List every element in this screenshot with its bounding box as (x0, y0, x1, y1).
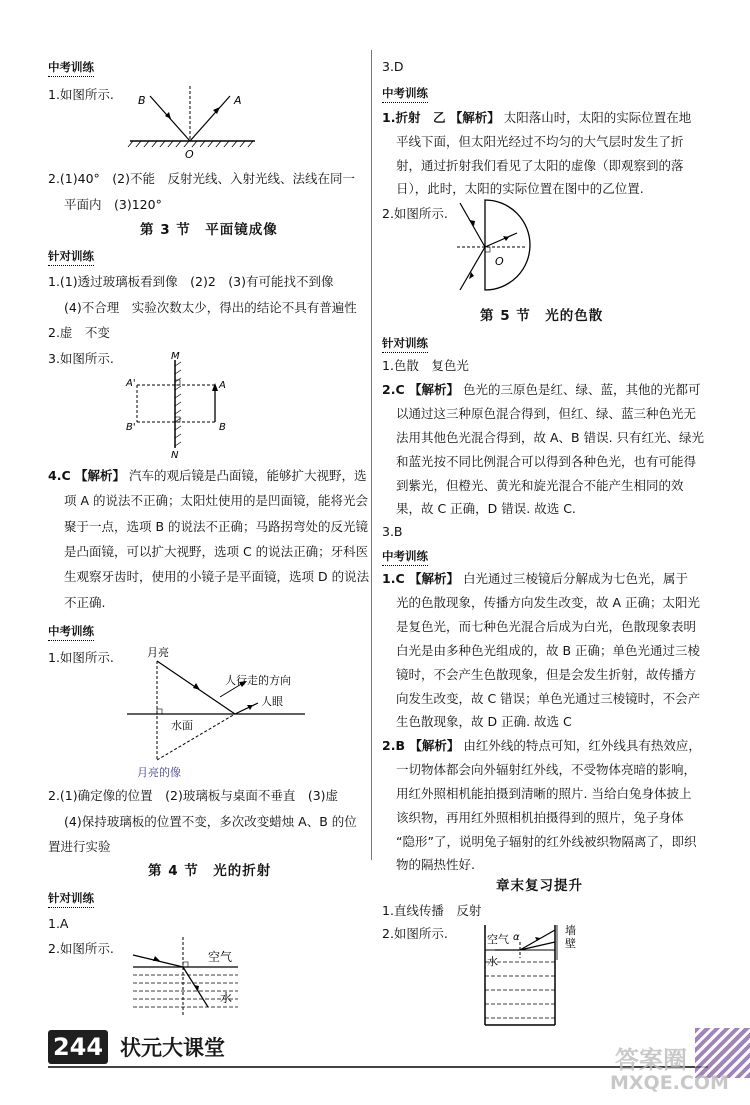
answer-line: 3.D (382, 59, 404, 74)
section-label: 针对训练 (48, 889, 94, 908)
answer-line: 射，通过折射我们看见了太阳的虚像（即观察到的落 (396, 158, 684, 173)
semicircle-lens-figure (455, 195, 565, 295)
answer-tag: 1.折射 乙 【解析】 (382, 110, 500, 125)
answer-line: 向发生改变，故 C 错误；单色光通过三棱镜时，不会产 (396, 691, 701, 706)
answer-line (382, 737, 701, 755)
answer-line: 置进行实验 (48, 839, 111, 854)
answer-line: 2.如图所示. (382, 206, 448, 221)
answer-line: 该织物，再用红外照相机拍摄得到的照片，兔子身体 (396, 810, 684, 825)
watermark-logo: 答案圈 (615, 1046, 687, 1074)
answer-line: 用红外照相机能拍摄到清晰的照片. 当给白兔身体披上 (396, 786, 692, 801)
answer-line: 光的色散现象，传播方向发生改变，故 A 正确；太阳光 (396, 595, 700, 610)
label-wall-2: 壁 (565, 937, 576, 950)
section-label: 针对训练 (48, 247, 94, 266)
answer-line: 1.(1)透过玻璃板看到像 (2)2 (3)有可能找不到像 (48, 274, 334, 289)
section-heading: 第 3 节 平面镜成像 (140, 222, 278, 238)
label-eye: 人眼 (261, 695, 283, 708)
section-label: 中考训练 (48, 58, 94, 77)
corner-stripe (695, 1028, 750, 1078)
brand-logo: 状元大课堂 (120, 1035, 225, 1060)
answer-line: 不正确. (64, 595, 106, 610)
answer-text: 汽车的观后镜是凸面镜，能够扩大视野，选 (128, 468, 367, 483)
answer-line: 1.如图所示. (48, 87, 114, 102)
answer-tag: 1.C 【解析】 (382, 571, 459, 586)
reflection-figure (125, 86, 265, 164)
section-heading: 第 5 节 光的色散 (480, 308, 604, 324)
answer-line (382, 109, 691, 127)
footer-rule (48, 1066, 708, 1068)
section-label: 针对训练 (382, 334, 428, 353)
answer-line: 1.直线传播 反射 (382, 903, 482, 918)
answer-line: 平线下面，但太阳光经过不均匀的大气层时发生了折 (396, 134, 684, 149)
watermark-url: MXQE.COM (610, 1072, 729, 1094)
label-o: O (185, 148, 194, 161)
answer-line: 2.虚 不变 (48, 325, 110, 340)
answer-line: 生色散现象，故 D 正确. 故选 C (396, 714, 572, 729)
section-heading: 第 4 节 光的折射 (148, 863, 272, 879)
water-container-figure (465, 920, 605, 1030)
answer-text: 白光通过三棱镜后分解成为七色光，属于 (462, 571, 688, 586)
label-o: O (495, 255, 504, 268)
label-air: 空气 (487, 933, 509, 946)
answer-line: 白光是由多种色光组成的，故 B 正确；单色光通过三棱 (396, 643, 701, 658)
label-water: 水 (487, 955, 498, 968)
label-alpha: α (513, 932, 520, 943)
answer-line (382, 381, 700, 399)
section-heading: 章末复习提升 (496, 878, 583, 894)
label-b: B (138, 94, 146, 107)
answer-text: 太阳落山时，太阳的实际位置在地 (503, 110, 692, 125)
label-moon: 月亮 (147, 646, 169, 659)
label-a: A (234, 94, 242, 107)
answer-line: 2.(1)40° (2)不能 反射光线、入射光线、法线在同一 (48, 171, 355, 186)
answer-line: 镜时，不会产生色散现象，但是会发生折射，故传播方 (396, 667, 697, 682)
section-label: 中考训练 (382, 547, 428, 566)
answer-line: 是复色光，而七种色光混合后成为白光，色散现象表明 (396, 619, 697, 634)
answer-tag: 2.B 【解析】 (382, 738, 460, 753)
label-water: 水 (220, 991, 233, 1005)
label-b: B (219, 422, 226, 433)
answer-tag: 4.C 【解析】 (48, 468, 125, 483)
answer-line: 到紫光，但橙光、黄光和旋光混合不能产生相同的效 (396, 478, 684, 493)
answer-line: 法用其他色光混合得到，故 A、B 错误. 只有红光、绿光 (396, 430, 705, 445)
answer-line: 1.A (48, 916, 69, 931)
refraction-figure (128, 935, 248, 1020)
label-a: A (219, 380, 226, 391)
column-divider (371, 50, 372, 860)
label-n: N (171, 450, 179, 460)
answer-line (382, 570, 688, 588)
label-a-prime: A' (126, 378, 136, 389)
label-moon-image: 月亮的像 (137, 766, 181, 779)
answer-tag: 2.C 【解析】 (382, 382, 459, 397)
answer-line: 2.如图所示. (382, 926, 448, 941)
answer-line (48, 467, 366, 485)
label-water-surface: 水面 (171, 719, 193, 732)
answer-line: 是凸面镜，可以扩大视野，选项 C 的说法正确；牙科医 (64, 544, 369, 559)
plane-mirror-figure (125, 350, 235, 460)
answer-line: 生观察牙齿时，使用的小镜子是平面镜，选项 D 的说法 (64, 569, 370, 584)
answer-line: 2.如图所示. (48, 941, 114, 956)
answer-line: 物的隔热性好. (396, 857, 475, 872)
answer-line: 1.如图所示. (48, 650, 114, 665)
section-label: 中考训练 (382, 84, 428, 103)
label-walk-direction: 人行走的方向 (225, 674, 291, 687)
label-wall: 墙 (565, 924, 576, 937)
label-air: 空气 (208, 950, 233, 964)
answer-line: 3.B (382, 524, 403, 539)
answer-text: 色光的三原色是红、绿、蓝，其他的光都可 (462, 382, 701, 397)
label-b-prime: B' (126, 422, 136, 433)
label-m: M (171, 351, 180, 362)
moon-reflection-figure (125, 645, 315, 780)
page-number: 244 (48, 1030, 108, 1064)
answer-line: 和蓝光按不同比例混合可以得到各种色光，也有可能得 (396, 454, 697, 469)
answer-line: 2.(1)确定像的位置 (2)玻璃板与桌面不垂直 (3)虚 (48, 788, 339, 803)
answer-line: (4)不合理 实验次数太少，得出的结论不具有普遍性 (64, 300, 357, 315)
answer-line: 聚于一点，选项 B 的说法不正确；马路拐弯处的反光镜 (64, 519, 369, 534)
answer-line: “隐形”了，说明兔子辐射的红外线被织物隔离了，即织 (396, 834, 697, 849)
answer-line: 项 A 的说法不正确；太阳灶使用的是凹面镜，能将光会 (64, 493, 368, 508)
section-label: 中考训练 (48, 622, 94, 641)
answer-line: 1.色散 复色光 (382, 358, 469, 373)
answer-line: 日），此时，太阳的实际位置在图中的乙位置. (396, 181, 644, 196)
answer-line: 以通过这三种原色混合得到，但红、绿、蓝三种色光无 (396, 406, 697, 421)
answer-line: 平面内 (3)120° (64, 197, 162, 212)
answer-text: 由红外线的特点可知，红外线具有热效应， (463, 738, 701, 753)
answer-line: 一切物体都会向外辐射红外线，不受物体亮暗的影响， (396, 762, 697, 777)
answer-line: 果，故 C 正确，D 错误. 故选 C. (396, 501, 576, 516)
answer-line: (4)保持玻璃板的位置不变，多次改变蜡烛 A、B 的位 (64, 814, 357, 829)
answer-line: 3.如图所示. (48, 351, 114, 366)
